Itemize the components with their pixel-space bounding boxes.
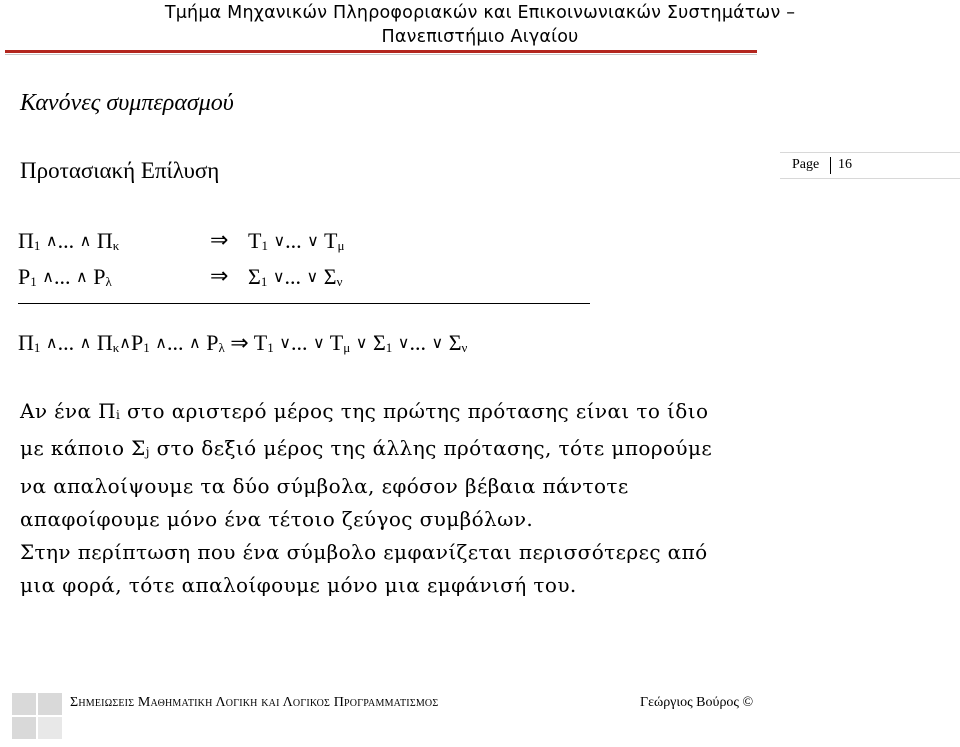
page-number-box [780,152,960,179]
header-rule-shadow [5,54,757,55]
header-rule [5,50,757,53]
paragraph-line-2: με κάποιο $\Sigma_j$ στο δεξιό μέρος της άλλης πρότασης, τότε μπορούμε [20,436,713,461]
section-subtitle: Προτασιακή Επίλυση [20,158,220,183]
footer-author: Γεώργιος Βούρος © [640,695,754,710]
header-university: Πανεπιστήμιο Αιγαίου [381,27,579,47]
paragraph-line-6: μια φορά, τότε απαλοίφουμε μόνο μια εμφάνισή του. [20,573,577,598]
page-number: 16 [838,157,852,172]
implies-arrow-2: ⇒ [210,264,229,289]
page-separator [830,157,831,174]
formula-line1-left: $\Pi_1$ ∧... ∧ $\Pi_\kappa$ [18,228,120,253]
page-label: Page [792,157,820,172]
resolution-separator-line [18,303,590,304]
paragraph-line-4: απαφοίφουμε μόνο ένα τέτοιο ζεύγος συμβόλων. [20,506,534,531]
header-department: Τμήμα Μηχανικών Πληροφοριακών και Επικοινωνιακών Συστημάτων – [164,3,796,23]
formula-line2-left: $P_1$ ∧... ∧ $P_\lambda$ [18,264,112,289]
paragraph-line-3: να απαλοίψουμε τα δύο σύμβολα, εφόσον βέβαια πάντοτε [20,473,629,498]
footer-title: Σημειωσεισ Μαθηματικη Λογικη και Λογικοσ Προγραμματισμοσ [70,695,439,710]
page-title: Κανόνες συμπερασμού [20,90,234,116]
formula-resolvent: $\Pi_1$ ∧... ∧ $\Pi_\kappa\wedge P_1$ ∧... ∧ $P_\lambda$ ⇒ $T_1$ ∨... ∨ $T_\mu$ ∨ $\Sigma_1$ ∨... ∨ $\Sigma_\nu$ [18,330,468,356]
explanation-paragraph [20,395,810,603]
paragraph-line-1: Αν ένα $\Pi_i$ στο αριστερό μέρος της πρώτης πρότασης είναι το ίδιο [20,399,709,423]
paragraph-line-5: Στην περίπτωση που ένα σύμβολο εμφανίζεται περισσότερες από [20,540,708,565]
implies-arrow-1: ⇒ [210,228,229,253]
formula-line2-right: $\Sigma_1$ ∨... ∨ $\Sigma_\nu$ [248,264,343,289]
formula-line1-right: $T_1$ ∨... ∨ $T_\mu$ [248,228,345,253]
